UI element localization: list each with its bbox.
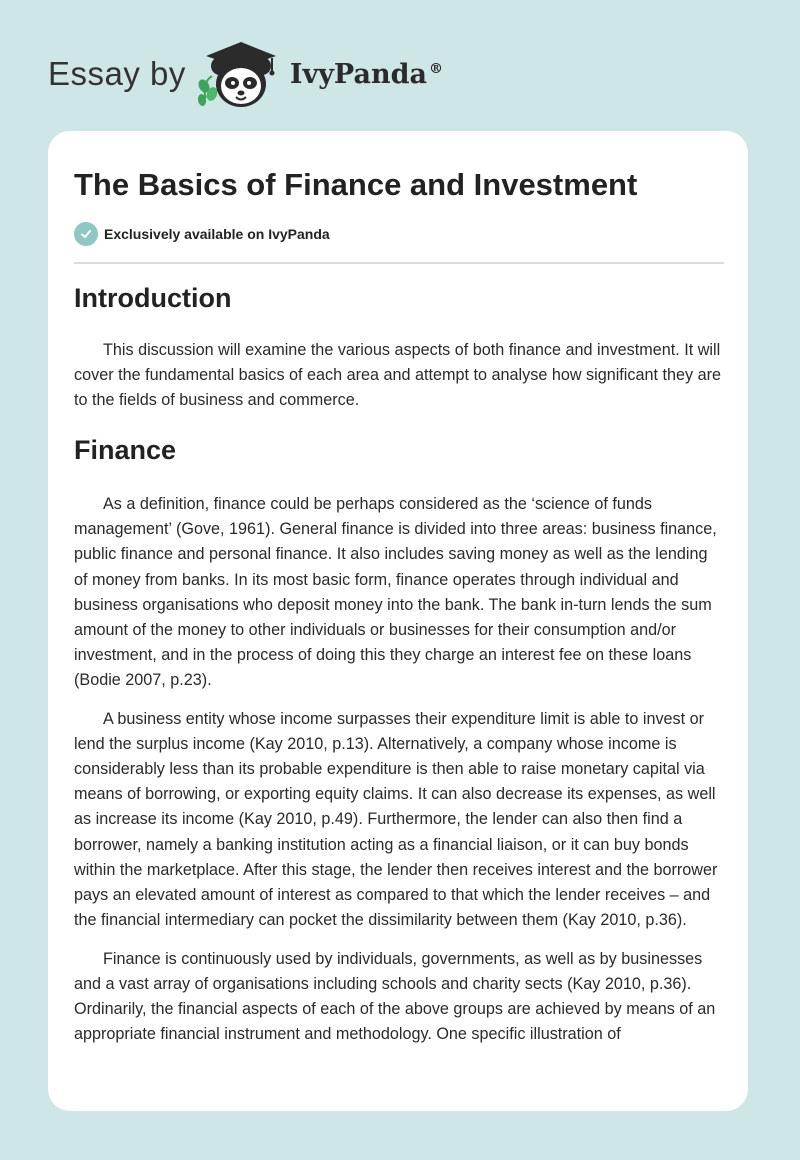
- check-icon: [74, 222, 98, 246]
- paragraph: As a definition, finance could be perhaps considered as the ‘science of funds management’ (Gove, 1961). General finance is divided into three areas: business finance, public finance and personal finance. It also includes saving money as well as the lending of money from banks. In its most basic form, finance operates through individual and business organisations who deposit money into the bank. The bank in-turn lends the sum amount of the money to other individuals or businesses for their consumption and/or investment, and in the process of doing this they charge an interest fee on these loans (Bodie 2007, p.23).: [74, 495, 717, 689]
- divider: [74, 262, 724, 264]
- paragraph: This discussion will examine the various aspects of both finance and investment. It will cover the fundamental basics of each area and attempt to analyse how significant they are to the fields of business and commerce.: [74, 341, 721, 410]
- panda-logo-icon[interactable]: [192, 36, 288, 112]
- paragraph: Finance is continuously used by individuals, governments, as well as by businesses and a vast array of organisations including schools and charity sects (Kay 2010, p.36). Ordinarily, the financial aspects of each of the above groups are achieved by means of an appropriate financial instrument and methodology. One specific illustration of: [74, 949, 716, 1044]
- brand-name: IvyPanda ®: [289, 58, 443, 90]
- section-heading-finance: Finance: [74, 435, 177, 466]
- brand-prefix: Essay by: [48, 55, 186, 92]
- essay-body: [74, 283, 724, 1047]
- exclusive-badge: [74, 222, 330, 246]
- section-heading-introduction: Introduction: [74, 283, 232, 313]
- page-title: The Basics of Finance and Investment: [74, 167, 638, 202]
- exclusive-label: Exclusively available on IvyPanda: [104, 226, 330, 242]
- site-header: [48, 36, 443, 112]
- paragraph: A business entity whose income surpasses their expenditure limit is able to invest or lend the surplus income (Kay 2010, p.13). Alternatively, a company whose income is considerably less than its probable expenditure is then able to raise monetary capital via means of borrowing, or exporting equity claims. It can also decrease its expenses, as well as increase its income (Kay 2010, p.49). Furthermore, the lender can also then find a borrower, namely a banking institution acting as a financial liaison, or it can buy bonds within the marketplace. After this stage, the lender then receives interest and the borrower pays an elevated amount of interest as compared to that which the lender receives – and the financial intermediary can pocket the dissimilarity between them (Kay 2010, p.36).: [74, 710, 718, 929]
- essay-card: [48, 131, 748, 1111]
